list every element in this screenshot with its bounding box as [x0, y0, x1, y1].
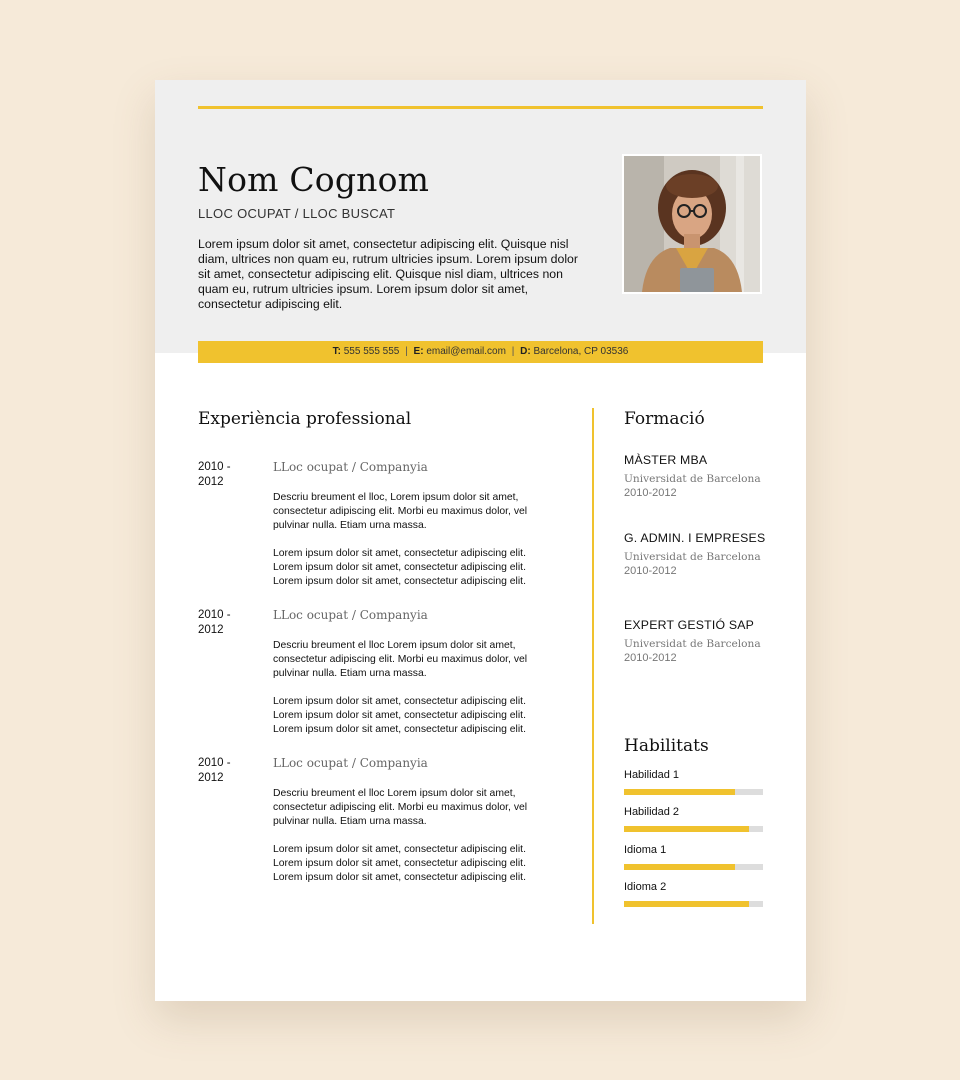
top-rule [198, 106, 763, 109]
education-entry [624, 618, 761, 664]
skill-item [624, 769, 763, 781]
experience-heading: Experiència professional [198, 409, 412, 429]
experience-dates: 2010 - 2012 [198, 757, 231, 784]
skill-bar-fill [624, 789, 735, 795]
experience-description: Descriu breument el lloc Lorem ipsum dolor sit amet, consectetur adipiscing elit. Morbi eu maximus dolor, vel pulvinar nulla. Etiam urna massa. [273, 640, 528, 679]
skill-label: Idioma 2 [624, 881, 667, 893]
experience-role: LLoc ocupat / Companyia [273, 608, 428, 622]
skills-heading: Habilitats [624, 736, 709, 756]
experience-details: Lorem ipsum dolor sit amet, consectetur adipiscing elit. Lorem ipsum dolor sit amet, consectetur adipiscing elit. Lorem ipsum dolor sit amet, consectetur adipiscing elit. [273, 696, 526, 735]
experience-dates: 2010 - 2012 [198, 461, 231, 488]
education-years: 2010-2012 [624, 487, 677, 499]
skill-label: Idioma 1 [624, 844, 667, 856]
contact-separator: | [405, 346, 408, 357]
skill-bar-fill [624, 901, 749, 907]
skill-bar-track [624, 789, 763, 795]
education-institution: Universidat de Barcelona [624, 638, 761, 650]
profile-photo-illustration [624, 156, 760, 292]
skill-bar-fill [624, 826, 749, 832]
experience-details: Lorem ipsum dolor sit amet, consectetur adipiscing elit. Lorem ipsum dolor sit amet, consectetur adipiscing elit. Lorem ipsum dolor sit amet, consectetur adipiscing elit. [273, 548, 526, 587]
phone-label: T: [332, 346, 341, 357]
contact-separator: | [511, 346, 515, 357]
candidate-role: LLOC OCUPAT / LLOC BUSCAT [198, 206, 396, 221]
contact-bar [198, 341, 763, 363]
education-degree: EXPERT GESTIÓ SAP [624, 618, 755, 632]
column-divider [592, 408, 594, 924]
experience-role: LLoc ocupat / Companyia [273, 460, 428, 474]
experience-role: LLoc ocupat / Companyia [273, 756, 428, 770]
email-label: E: [413, 346, 424, 357]
skill-label: Habilidad 1 [624, 769, 680, 781]
education-entry [624, 453, 761, 499]
phone-value: 555 555 555 [343, 346, 400, 357]
education-years: 2010-2012 [624, 565, 677, 577]
experience-dates: 2010 - 2012 [198, 609, 231, 636]
profile-photo [622, 154, 762, 294]
education-degree: G. ADMIN. I EMPRESES [624, 531, 766, 545]
education-institution: Universidat de Barcelona [624, 551, 761, 563]
experience-description: Descriu breument el lloc, Lorem ipsum dolor sit amet, consectetur adipiscing elit. Morbi eu maximus dolor, vel pulvinar nulla. Etiam urna massa. [273, 492, 528, 531]
education-heading: Formació [624, 409, 705, 429]
education-entry [624, 531, 765, 577]
profile-summary: Lorem ipsum dolor sit amet, consectetur adipiscing elit. Quisque nisl diam, ultrices non quam eu, rutrum ultricies ipsum. Lorem ipsum dolor sit amet, consectetur adipiscing elit. Quisque nisl diam, ultrices non quam eu, rutrum ultricies ipsum. Lorem ipsum dolor sit amet, consectetur adipiscing elit. [198, 237, 578, 311]
experience-description: Descriu breument el lloc Lorem ipsum dolor sit amet, consectetur adipiscing elit. Morbi eu maximus dolor, vel pulvinar nulla. Etiam urna massa. [273, 788, 528, 827]
skill-item [624, 806, 763, 818]
education-institution: Universidat de Barcelona [624, 473, 761, 485]
education-degree: MÀSTER MBA [624, 453, 708, 467]
education-years: 2010-2012 [624, 652, 677, 664]
skill-bar-fill [624, 864, 735, 870]
address-value: Barcelona, CP 03536 [533, 346, 629, 357]
email-value: email@email.com [426, 346, 506, 357]
skill-item [624, 844, 763, 856]
skill-bar-track [624, 901, 763, 907]
experience-details: Lorem ipsum dolor sit amet, consectetur adipiscing elit. Lorem ipsum dolor sit amet, consectetur adipiscing elit. Lorem ipsum dolor sit amet, consectetur adipiscing elit. [273, 844, 526, 883]
skill-label: Habilidad 2 [624, 806, 680, 818]
resume-page [155, 80, 806, 1001]
address-label: D: [520, 346, 531, 357]
candidate-name: Nom Cognom [198, 160, 430, 199]
skill-item [624, 881, 763, 893]
skill-bar-track [624, 864, 763, 870]
skill-bar-track [624, 826, 763, 832]
